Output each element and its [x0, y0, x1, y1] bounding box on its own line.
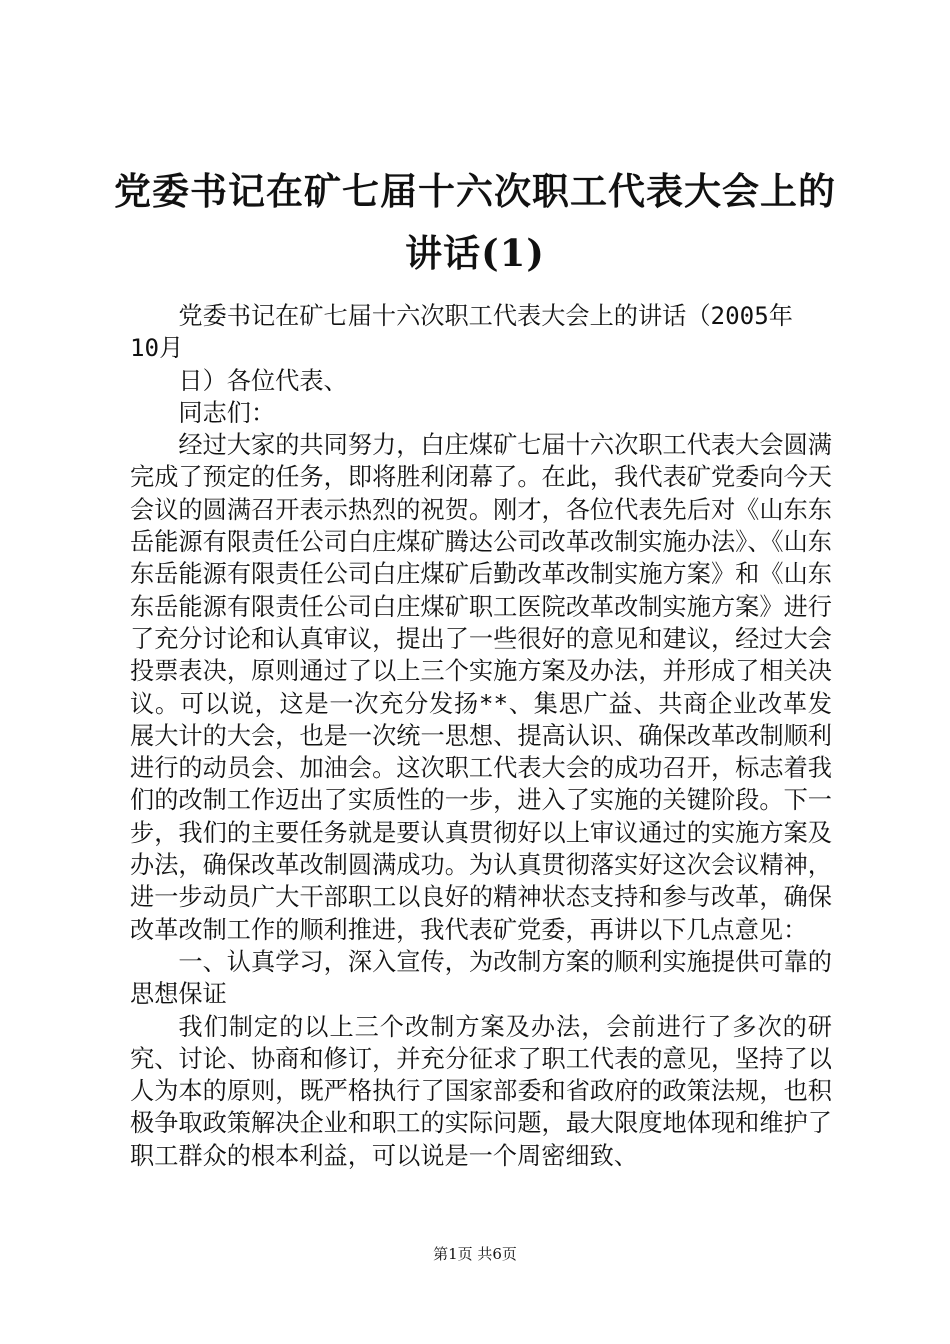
- paragraph-greeting: 同志们：: [178, 398, 276, 427]
- paragraph-date-line: 10月: [130, 334, 184, 363]
- paragraph-heading-line: 党委书记在矿七届十六次职工代表大会上的讲话（2005年: [178, 302, 793, 330]
- paragraph-section-body: 我们制定的以上三个改制方案及办法，会前进行了多次的研究、讨论、协商和修订，并充分征求了职工代表的意见，坚持了以人为本的原则，既严格执行了国家部委和省政府的政策法规，也积极争取政策解决企业和职工的实际问题，最大限度地体现和维护了职工群众的根本利益，可以说是一个周密细致、: [130, 1012, 832, 1170]
- paragraph-intro: 经过大家的共同努力，白庄煤矿七届十六次职工代表大会圆满完成了预定的任务，即将胜利闭幕了。在此，我代表矿党委向今天会议的圆满召开表示热烈的祝贺。刚才，各位代表先后对《山东东岳能源有限责任公司白庄煤矿腾达公司改革改制实施办法》、《山东东岳能源有限责任公司白庄煤矿后勤改革改制实施方案》和《山东东岳能源有限责任公司白庄煤矿职工医院改革改制实施方案》进行了充分讨论和认真审议，提出了一些很好的意见和建议，经过大会投票表决，原则通过了以上三个实施方案及办法，并形成了相关决议。可以说，这是一次充分发扬**、集思广益、共商企业改革发展大计的大会，也是一次统一思想、提高认识、确保改革改制顺利进行的动员会、加油会。这次职工代表大会的成功召开，标志着我们的改制工作迈出了实质性的一步，进入了实施的关键阶段。下一步，我们的主要任务就是要认真贯彻好以上审议通过的实施方案及办法，确保改革改制圆满成功。为认真贯彻落实好这次会议精神，进一步动员广大干部职工以良好的精神状态支持和参与改革，确保改革改制工作的顺利推进，我代表矿党委，再讲以下几点意见：: [130, 431, 832, 944]
- document-title: 党委书记在矿七届十六次职工代表大会上的讲话(1): [114, 169, 836, 275]
- document-body: [130, 300, 832, 1172]
- paragraph-section-heading: 一、认真学习，深入宣传，为改制方案的顺利实施提供可靠的思想保证: [130, 947, 832, 1009]
- page-footer: 第1页 共6页: [433, 1245, 517, 1263]
- paragraph-salutation: 日）各位代表、: [178, 366, 348, 395]
